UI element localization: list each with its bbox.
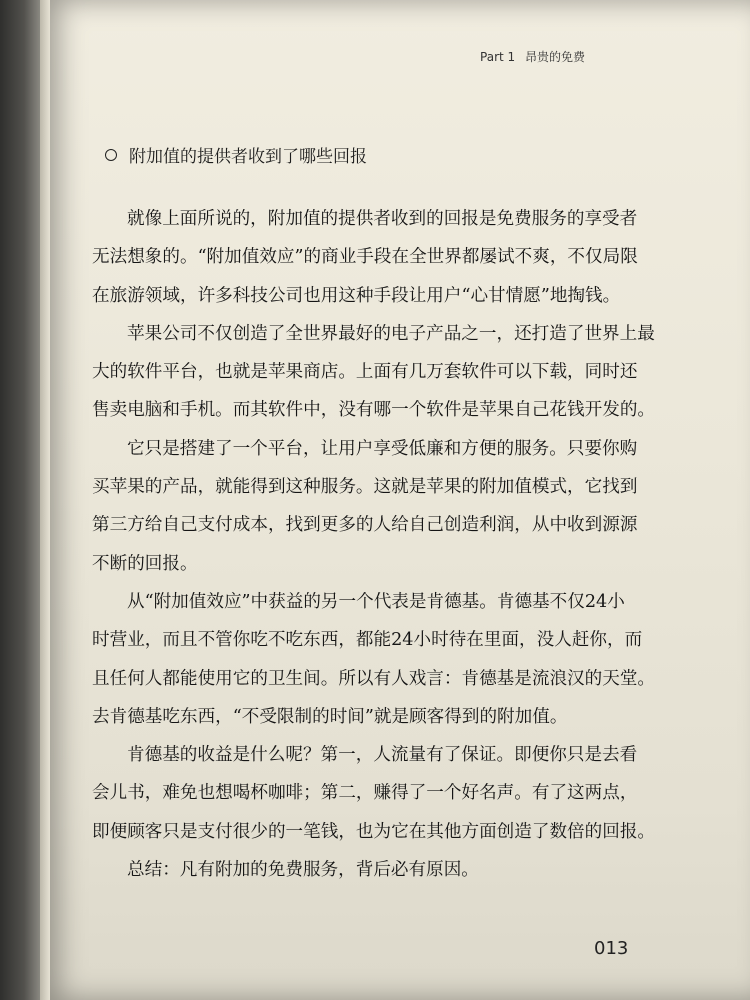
body-text <box>92 200 656 889</box>
paragraph-line: 在旅游领域，许多科技公司也用这种手段让用户“心甘情愿”地掏钱。 <box>92 285 621 306</box>
running-head-title: 昂贵的免费 <box>524 50 585 64</box>
paragraph-line: 不断的回报。 <box>92 553 198 574</box>
page-gutter <box>40 0 50 1000</box>
section-heading-text: 附加值的提供者收到了哪些回报 <box>129 147 367 167</box>
circle-bullet-icon <box>105 149 117 161</box>
paragraph-line: 且任何人都能使用它的卫生间。所以有人戏言：肯德基是流浪汉的天堂。 <box>92 668 656 689</box>
section-heading <box>105 142 367 167</box>
paragraph-line: 它只是搭建了一个平台，让用户享受低廉和方便的服务。只要你购 <box>127 438 638 459</box>
paragraph-line: 时营业，而且不管你吃不吃东西，都能24小时待在里面，没人赶你，而 <box>92 630 643 651</box>
paragraph-line: 就像上面所说的，附加值的提供者收到的回报是免费服务的享受者 <box>127 209 638 229</box>
paragraph-line: 肯德基的收益是什么呢？第一，人流量有了保证。即便你只是去看 <box>127 745 638 766</box>
paragraph-line: 即便顾客只是支付很少的一笔钱，也为它在其他方面创造了数倍的回报。 <box>92 821 656 842</box>
paragraph-line: 去肯德基吃东西，“不受限制的时间”就是顾客得到的附加值。 <box>92 706 568 727</box>
paragraph-line: 无法想象的。“附加值效应”的商业手段在全世界都屡试不爽，不仅局限 <box>92 247 638 268</box>
paragraph-line: 会儿书，难免也想喝杯咖啡；第二，赚得了一个好名声。有了这两点， <box>92 783 638 804</box>
paragraph-line: 总结：凡有附加的免费服务，背后必有原因。 <box>127 860 479 881</box>
page-number: 013 <box>594 938 629 959</box>
paragraph-line: 第三方给自己支付成本，找到更多的人给自己创造利润，从中收到源源 <box>92 515 638 536</box>
paragraph-line: 买苹果的产品，就能得到这种服务。这就是苹果的附加值模式，它找到 <box>92 477 638 498</box>
paragraph-line: 售卖电脑和手机。而其软件中，没有哪一个软件是苹果自己花钱开发的。 <box>92 400 656 421</box>
running-head-part: Part 1 <box>480 50 516 64</box>
running-head <box>480 48 585 65</box>
paragraph-line: 大的软件平台，也就是苹果商店。上面有几万套软件可以下载，同时还 <box>92 362 638 383</box>
paragraph-line: 苹果公司不仅创造了全世界最好的电子产品之一，还打造了世界上最 <box>127 323 655 344</box>
paragraph-line: 从“附加值效应”中获益的另一个代表是肯德基。肯德基不仅24小 <box>127 591 625 612</box>
